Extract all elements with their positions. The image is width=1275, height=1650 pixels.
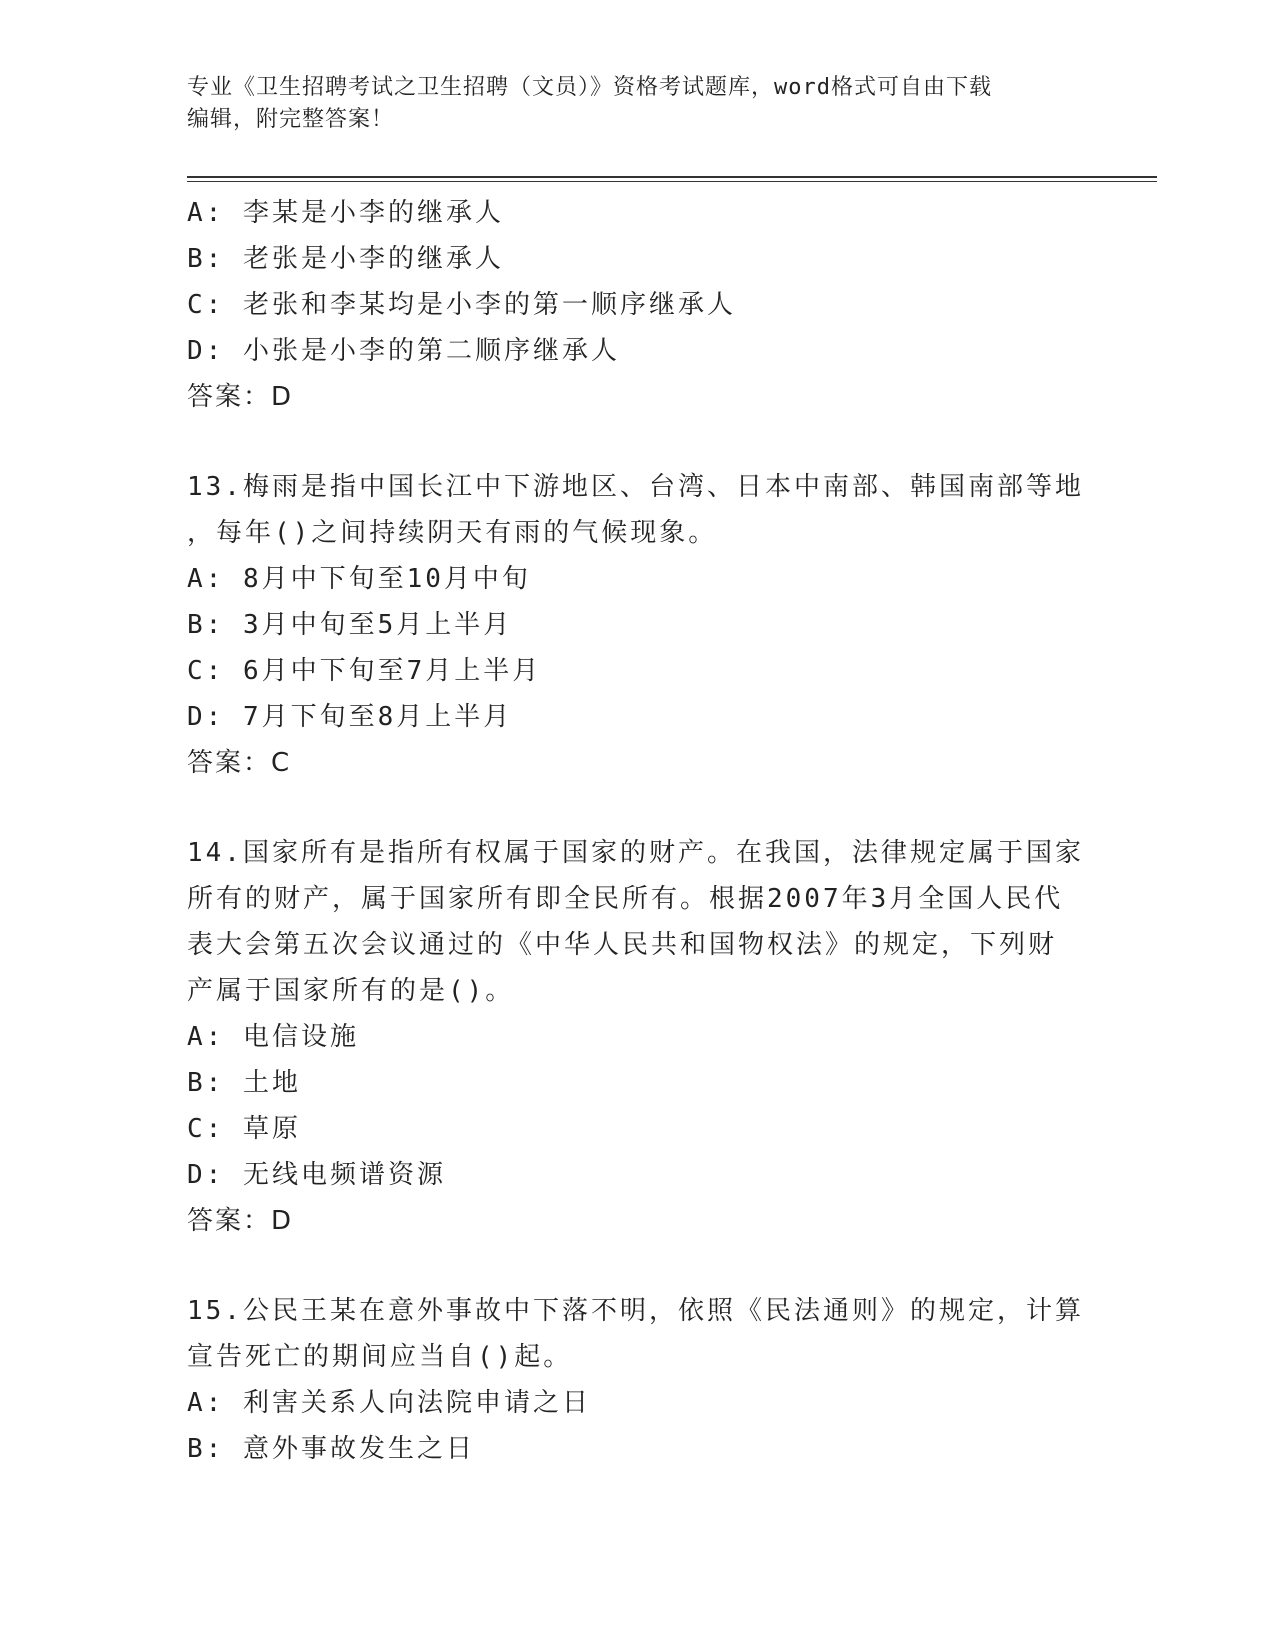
option-d: D: 7月下旬至8月上半月 [187, 702, 513, 732]
option-b: B: 意外事故发生之日 [187, 1434, 475, 1464]
header-line-2: 编辑，附完整答案！ [187, 107, 395, 132]
header-divider-thick [187, 176, 1157, 178]
option-a: A: 电信设施 [187, 1022, 359, 1052]
option-d: D: 小张是小李的第二顺序继承人 [187, 336, 620, 366]
answer-line: 答案：D [187, 1206, 294, 1236]
question-15 [187, 1288, 1087, 1472]
question-14 [187, 830, 1087, 1244]
option-b: B: 老张是小李的继承人 [187, 244, 504, 274]
answer-line: 答案：D [187, 382, 294, 412]
answer-line: 答案：C [187, 748, 292, 778]
question-13 [187, 464, 1087, 786]
question-stem-line: 15.公民王某在意外事故中下落不明，依照《民法通则》的规定，计算 [187, 1296, 1084, 1326]
option-d: D: 无线电频谱资源 [187, 1160, 446, 1190]
header-line-1: 专业《卫生招聘考试之卫生招聘（文员）》资格考试题库，word格式可自由下载 [187, 75, 992, 100]
option-b: B: 土地 [187, 1068, 301, 1098]
option-c: C: 老张和李某均是小李的第一顺序继承人 [187, 290, 736, 320]
question-stem-line: ，每年()之间持续阴天有雨的气候现象。 [187, 518, 718, 548]
option-c: C: 草原 [187, 1114, 301, 1144]
option-c: C: 6月中下旬至7月上半月 [187, 656, 542, 686]
document-header [187, 72, 1067, 136]
option-b: B: 3月中旬至5月上半月 [187, 610, 513, 640]
question-stem-line: 表大会第五次会议通过的《中华人民共和国物权法》的规定，下列财 [187, 930, 1058, 960]
question-stem-line: 宣告死亡的期间应当自()起。 [187, 1342, 573, 1372]
question-stem-line: 13.梅雨是指中国长江中下游地区、台湾、日本中南部、韩国南部等地 [187, 472, 1084, 502]
question-list [187, 190, 1087, 1472]
question-stem-line: 产属于国家所有的是()。 [187, 976, 515, 1006]
header-divider-thin [187, 181, 1157, 182]
question-stem-line: 所有的财产，属于国家所有即全民所有。根据2007年3月全国人民代 [187, 884, 1064, 914]
option-a: A: 利害关系人向法院申请之日 [187, 1388, 591, 1418]
question-12 [187, 190, 1087, 420]
option-a: A: 李某是小李的继承人 [187, 198, 504, 228]
question-stem-line: 14.国家所有是指所有权属于国家的财产。在我国，法律规定属于国家 [187, 838, 1084, 868]
option-a: A: 8月中下旬至10月中旬 [187, 564, 531, 594]
